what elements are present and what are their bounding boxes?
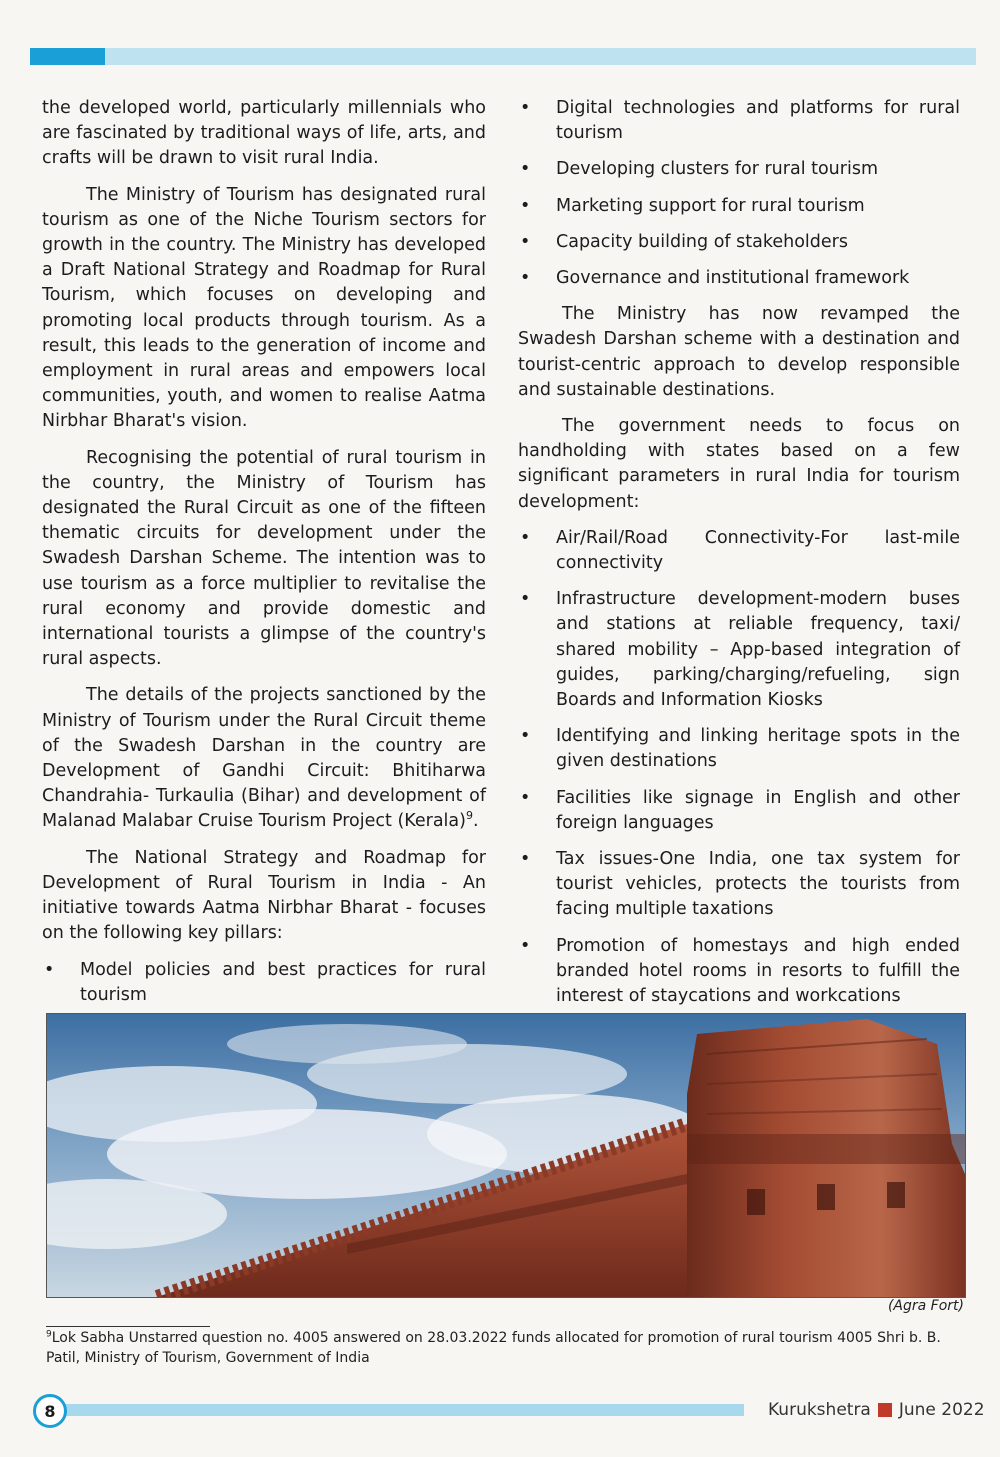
list-item-text: Capacity building of stakeholders — [556, 231, 848, 252]
list-item — [518, 724, 960, 774]
footnote-number: 9 — [46, 1329, 52, 1340]
pillars-list-start — [42, 958, 486, 1008]
list-item — [518, 157, 960, 182]
paragraph: The Ministry has now revamped the Swadesh Darshan scheme with a destination and tourist-centric approach to develop responsible and sustainable destinations. — [518, 304, 960, 400]
paragraph: The Ministry of Tourism has designated rural tourism as one of the Niche Tourism sectors for growth in the country. The Ministry has developed a Draft National Strategy and Roadmap for Rural Tourism, which focuses on developing and promoting local products through tourism. As a result, this leads to the generation of income and employment in rural areas and empowers local communities, youth, and women to realise Aatma Nirbhar Bharat's vision. — [42, 184, 486, 432]
list-item — [518, 230, 960, 255]
bullet-icon: • — [520, 98, 531, 118]
list-item-text: Developing clusters for rural tourism — [556, 159, 878, 180]
bullet-icon: • — [520, 195, 531, 216]
footnote-divider — [46, 1326, 210, 1327]
footnote-text: Lok Sabha Unstarred question no. 4005 answered on 28.03.2022 funds allocated for promotion of rural tourism 4005 Shri b. B. Patil, Ministry of Tourism, Government of India — [46, 1330, 941, 1366]
list-item — [518, 847, 960, 923]
bullet-icon: • — [520, 787, 531, 808]
red-square-icon — [878, 1403, 892, 1417]
list-item — [518, 194, 960, 219]
paragraph: Recognising the potential of rural tourism in the country, the Ministry of Tourism has designated the Rural Circuit as one of the fifteen thematic circuits for development under the Swadesh Darshan Scheme. The intention was to use tourism as a force multiplier to revitalise the rural economy and provide domestic and international tourists a glimpse of the country's rural aspects. — [42, 447, 486, 670]
paragraph-text: The details of the projects sanctioned by the Ministry of Tourism under the Rural Circuit theme of the Swadesh Darshan in the country are Development of Gandhi Circuit: Bhitiharwa Chandrahia- Turkaulia (Bihar) and development of Malanad Malabar Cruise Tourism Project (Kerala) — [42, 685, 486, 832]
list-item-text: Governance and institutional framework — [556, 268, 910, 289]
list-item-text: Air/Rail/Road Connectivity-For last-mile connectivity — [556, 527, 960, 574]
list-item-text: Model policies and best practices for rural tourism — [80, 959, 486, 1005]
paragraph: The government needs to focus on handholding with states based on a few significant parameters in rural India for tourism development: — [518, 416, 960, 512]
bullet-icon: • — [520, 849, 531, 870]
bullet-icon: • — [520, 527, 531, 548]
paragraph: The National Strategy and Roadmap for Development of Rural Tourism in India - An initiative towards Aatma Nirbhar Bharat - focuses on the following key pillars: — [42, 847, 486, 944]
paragraph — [42, 683, 486, 834]
fort-illustration — [47, 1014, 965, 1297]
bullet-icon: • — [520, 726, 531, 747]
issue-date: June 2022 — [898, 1400, 985, 1420]
list-item — [42, 958, 486, 1008]
footnote — [46, 1328, 966, 1368]
paragraph-end: . — [472, 811, 479, 832]
paragraph: the developed world, particularly millennials who are fascinated by traditional ways of life, arts, and crafts will be drawn to visit rural India. — [42, 98, 486, 169]
list-item — [518, 786, 960, 836]
list-item — [518, 96, 960, 146]
agra-fort-photo — [46, 1013, 966, 1298]
bullet-icon: • — [520, 589, 531, 610]
list-item — [518, 587, 960, 713]
pillars-list — [518, 96, 960, 291]
footnote-ref: 9 — [465, 809, 473, 823]
list-item-text: Identifying and linking heritage spots in the given destinations — [556, 726, 960, 772]
photo-caption: (Agra Fort) — [887, 1298, 964, 1314]
top-decorative-bar — [30, 48, 976, 65]
list-item-text: Digital technologies and platforms for rural tourism — [556, 98, 960, 144]
bullet-icon: • — [44, 959, 55, 980]
bullet-icon: • — [520, 935, 531, 956]
magazine-name: Kurukshetra — [768, 1400, 871, 1420]
page-number: 8 — [33, 1394, 67, 1428]
list-item — [518, 266, 960, 291]
top-bar-accent — [30, 48, 105, 65]
list-item-text: Marketing support for rural tourism — [556, 195, 865, 216]
left-column — [42, 96, 486, 1019]
list-item-text: Tax issues-One India, one tax system for tourist vehicles, protects the tourists from facing multiple taxations — [556, 849, 960, 920]
list-item — [518, 934, 960, 1010]
bullet-icon: • — [520, 231, 531, 252]
bottom-decorative-bar — [60, 1404, 744, 1416]
right-column — [518, 96, 960, 1020]
parameters-list — [518, 526, 960, 1009]
list-item-text: Facilities like signage in English and other foreign languages — [556, 787, 960, 833]
magazine-footer — [768, 1400, 985, 1420]
list-item-text: Infrastructure development-modern buses and stations at reliable frequency, taxi/ shared mobility – App-based integration of guides, parking/charging/refueling, sign Boards and Information Kiosks — [556, 589, 960, 711]
bullet-icon: • — [520, 268, 531, 289]
list-item — [518, 526, 960, 576]
list-item-text: Promotion of homestays and high ended branded hotel rooms in resorts to fulfill the interest of staycations and workcations — [556, 935, 960, 1007]
bullet-icon: • — [520, 159, 531, 180]
